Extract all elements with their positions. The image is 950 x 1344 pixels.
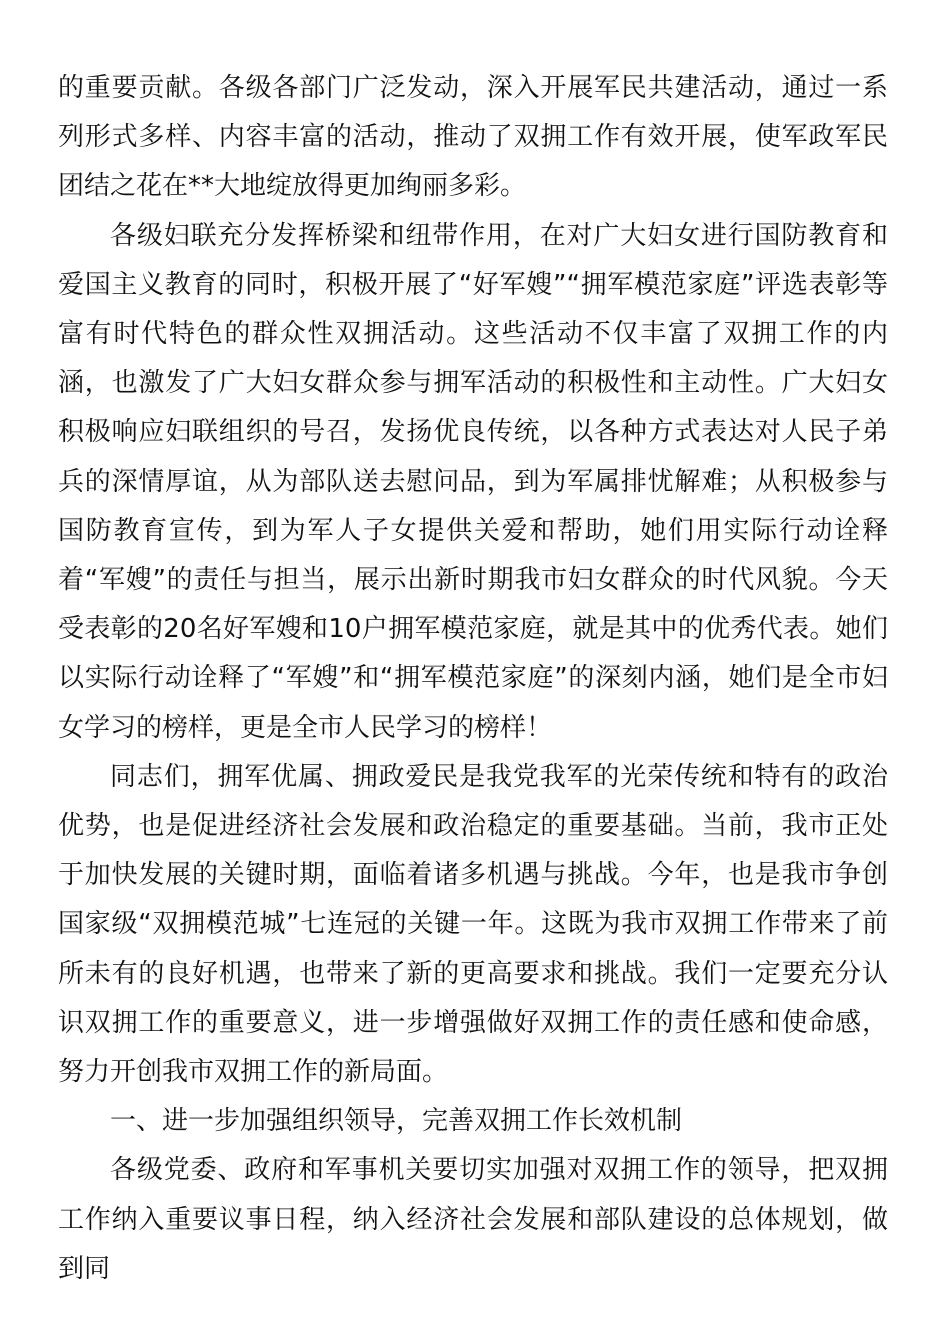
paragraph-continuation: 的重要贡献。各级各部门广泛发动，深入开展军民共建活动，通过一系列形式多样、内容丰富的活动，推动了双拥工作有效开展，使军政军民团结之花在**大地绽放得更加绚丽多彩。: [58, 73, 888, 202]
section-heading-one: 一、进一步加强组织领导，完善双拥工作长效机制: [110, 1106, 683, 1137]
paragraph-womens-federation: 各级妇联充分发挥桥梁和纽带作用，在对广大妇女进行国防教育和爱国主义教育的同时，积极开展了“好军嫂”“拥军模范家庭”评选表彰等富有时代特色的群众性双拥活动。这些活动不仅丰富了双拥工作的内涵，也激发了广大妇女群众参与拥军活动的积极性和主动性。广大妇女积极响应妇联组织的号召，发扬优良传统，以各种方式表达对人民子弟兵的深情厚谊，从为部队送去慰问品，到为军属排忧解难；从积极参与国防教育宣传，到为军人子女提供关爱和帮助，她们用实际行动诠释着“军嫂”的责任与担当，展示出新时期我市妇女群众的时代风貌。今天受表彰的20名好军嫂和10户拥军模范家庭，就是其中的优秀代表。她们以实际行动诠释了“军嫂”和“拥军模范家庭”的深刻内涵，她们是全市妇女学习的榜样，更是全市人民学习的榜样！: [58, 220, 888, 743]
paragraph-organization-leadership: 各级党委、政府和军事机关要切实加强对双拥工作的领导，把双拥工作纳入重要议事日程，纳入经济社会发展和部队建设的总体规划，做到同: [58, 1155, 888, 1284]
document-body: [58, 64, 888, 1294]
paragraph-comrades: 同志们，拥军优属、拥政爱民是我党我军的光荣传统和特有的政治优势，也是促进经济社会发展和政治稳定的重要基础。当前，我市正处于加快发展的关键时期，面临着诸多机遇与挑战。今年，也是我市争创国家级“双拥模范城”七连冠的关键一年。这既为我市双拥工作带来了前所未有的良好机遇，也带来了新的更高要求和挑战。我们一定要充分认识双拥工作的重要意义，进一步增强做好双拥工作的责任感和使命感，努力开创我市双拥工作的新局面。: [58, 761, 888, 1088]
